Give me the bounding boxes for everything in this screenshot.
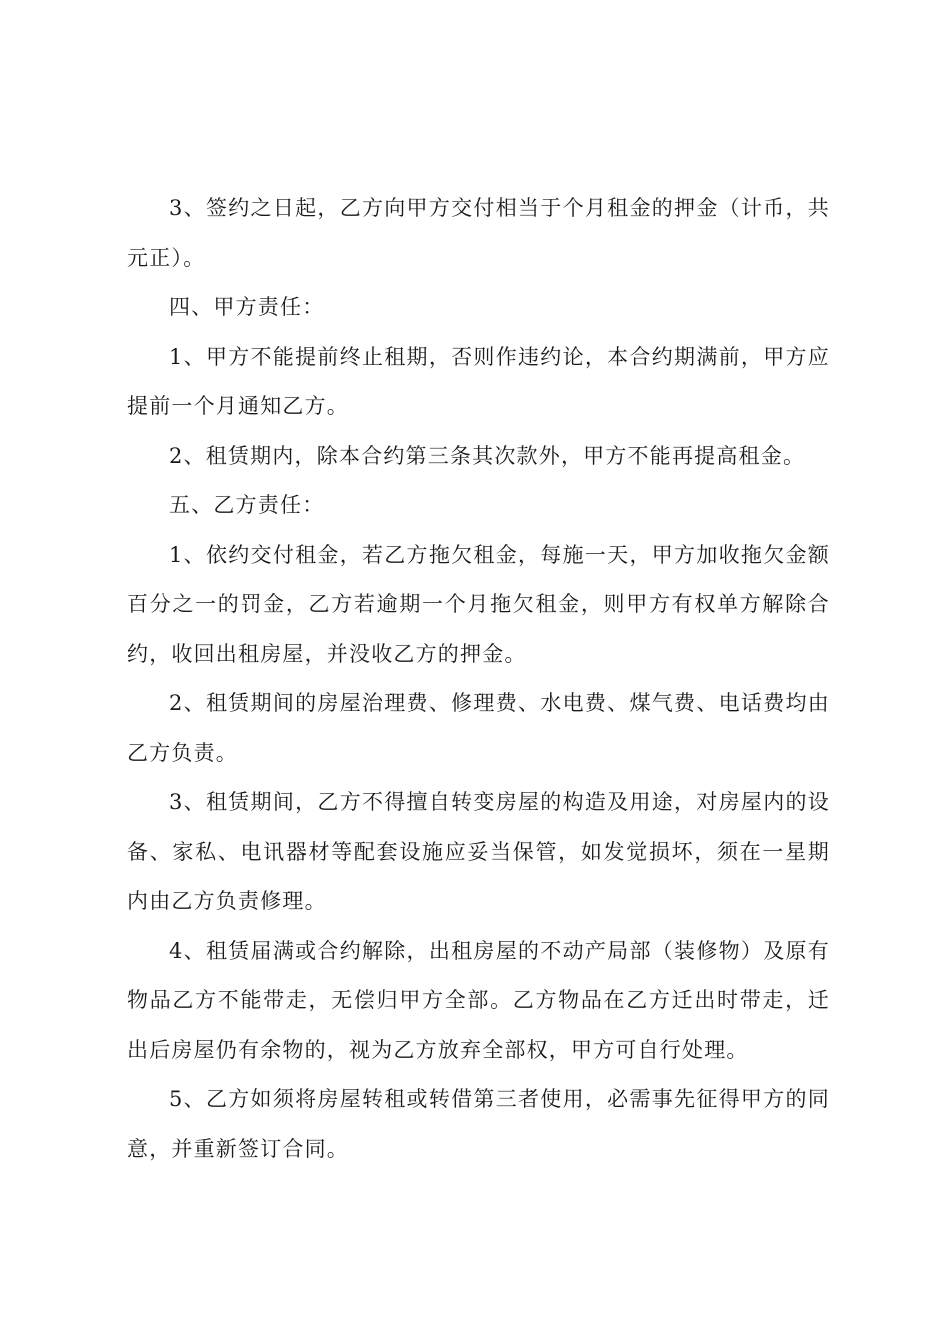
document-body [127, 184, 830, 1174]
section-heading-party-a: 四、甲方责任： [169, 295, 325, 319]
paragraph-party-b-3: 3、租赁期间，乙方不得擅自转变房屋的构造及用途，对房屋内的设备、家私、电讯器材等配套设施应妥当保管，如发觉损坏，须在一星期内由乙方负责修理。 [127, 790, 830, 913]
paragraph-party-a-2: 2、租赁期内，除本合约第三条其次款外，甲方不能再提高租金。 [169, 443, 806, 468]
paragraph-party-a-1: 1、甲方不能提前终止租期，否则作违约论，本合约期满前，甲方应提前一个月通知乙方。 [127, 344, 830, 418]
paragraph-party-b-4: 4、租赁届满或合约解除，出租房屋的不动产局部（装修物）及原有物品乙方不能带走，无偿归甲方全部。乙方物品在乙方迁出时带走，迁出后房屋仍有余物的，视为乙方放弃全部权，甲方可自行处理。 [127, 938, 830, 1062]
section-heading-party-b: 五、乙方责任： [169, 493, 325, 517]
paragraph-deposit: 3、签约之日起，乙方向甲方交付相当于个月租金的押金（计币，共元正）。 [127, 196, 830, 270]
paragraph-party-b-5: 5、乙方如须将房屋转租或转借第三者使用，必需事先征得甲方的同意，并重新签订合同。 [127, 1087, 830, 1161]
paragraph-party-b-2: 2、租赁期间的房屋治理费、修理费、水电费、煤气费、电话费均由乙方负责。 [127, 691, 830, 765]
paragraph-party-b-1: 1、依约交付租金，若乙方拖欠租金，每施一天，甲方加收拖欠金额百分之一的罚金，乙方若逾期一个月拖欠租金，则甲方有权单方解除合约，收回出租房屋，并没收乙方的押金。 [127, 542, 830, 666]
